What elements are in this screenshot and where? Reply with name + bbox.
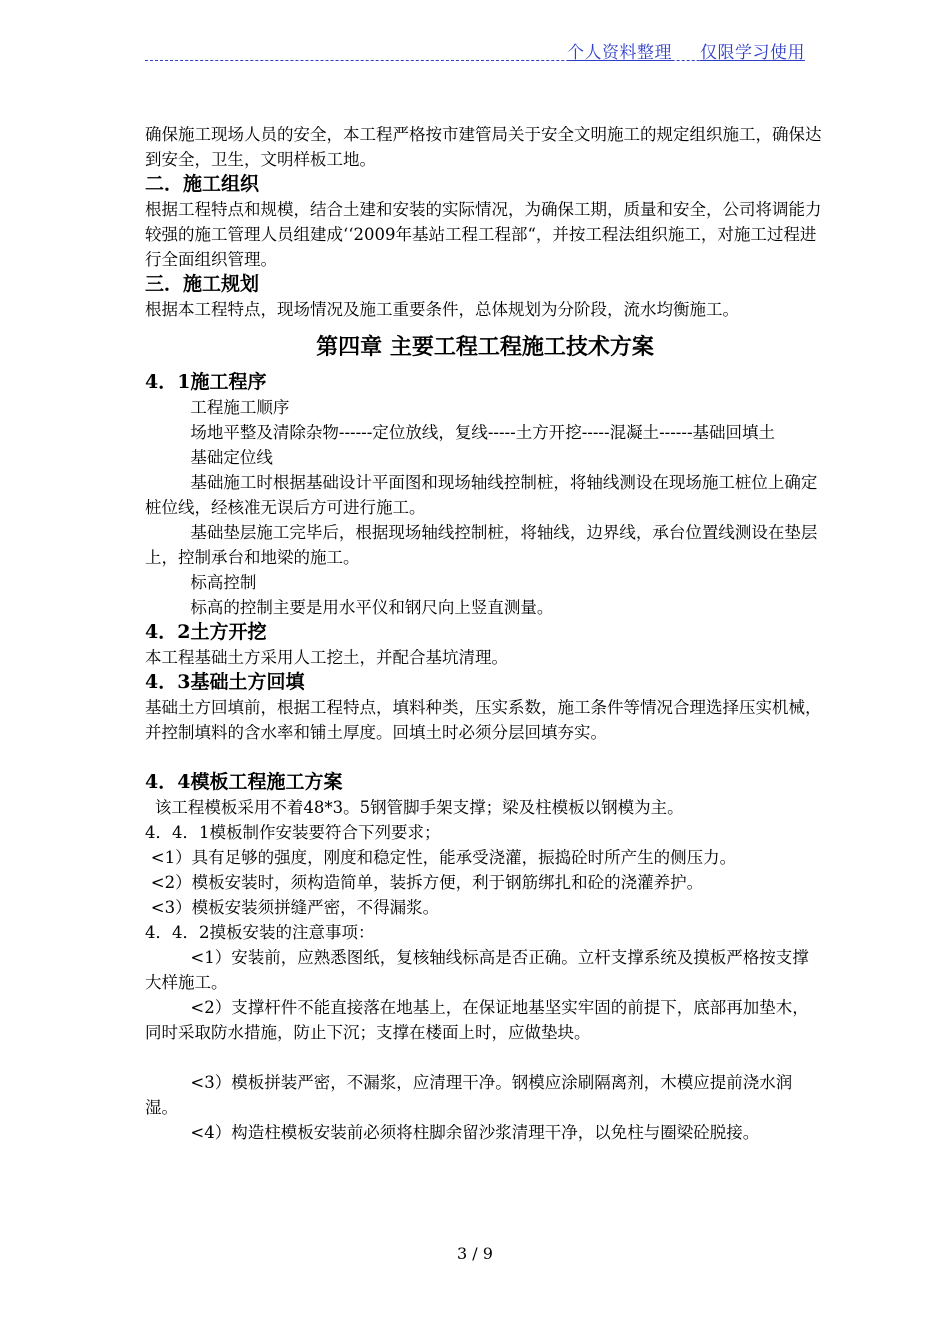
chapter-title: 第四章 主要工程工程施工技术方案	[316, 334, 654, 360]
section-heading: 4．2土方开挖	[145, 621, 267, 643]
header-divider	[145, 60, 805, 61]
paragraph: 基础施工时根据基础设计平面图和现场轴线控制桩，将轴线测设在现场施工桩位上确定桩位线，经核准无误后方可进行施工。	[145, 473, 818, 517]
paragraph: 确保施工现场人员的安全，本工程严格按市建管局关于安全文明施工的规定组织施工，确保达到安全，卫生，文明样板工地。	[145, 125, 822, 169]
list-item: <1）安装前，应熟悉图纸，复核轴线标高是否正确。立杆支撑系统及摸板严格按支撑大样施工。	[145, 948, 809, 992]
paragraph: 基础垫层施工完毕后，根据现场轴线控制桩，将轴线，边界线，承台位置线测设在垫层上，控制承台和地梁的施工。	[145, 523, 818, 567]
section-heading: 4．3基础土方回填	[145, 671, 305, 693]
paragraph: 该工程模板采用不着48*3。5钢管脚手架支撑；梁及柱模板以钢模为主。	[154, 798, 684, 817]
section-heading: 4．1施工程序	[145, 371, 267, 393]
list-item: <1）具有足够的强度，刚度和稳定性，能承受浇灌，振捣砼时所产生的侧压力。	[150, 848, 737, 867]
list-item: <3）模板拼装严密，不漏浆，应清理干净。钢模应涂刷隔离剂，木模应提前浇水润湿。	[145, 1073, 793, 1117]
paragraph: 根据工程特点和规模，结合土建和安装的实际情况，为确保工期，质量和安全，公司将调能力较强的施工管理人员组建成‘‘2009年基站工程工程部“，并按工程法组织施工，对施工过程进行全面组织管理。	[145, 200, 822, 269]
subheading: 标高控制	[190, 573, 257, 592]
subheading: 基础定位线	[190, 448, 273, 467]
paragraph: 根据本工程特点，现场情况及施工重要条件，总体规划为分阶段，流水均衡施工。	[145, 300, 739, 319]
header-left-text: 个人资料整理	[567, 43, 672, 63]
section-heading: 二．施工组织	[145, 173, 260, 195]
document-body	[145, 122, 825, 1145]
page-number: 3 / 9	[457, 1244, 493, 1263]
paragraph: 场地平整及清除杂物------定位放线，复线-----土方开挖-----混凝土------基础回填土	[190, 423, 776, 442]
list-item: <3）模板安装须拼缝严密，不得漏浆。	[150, 898, 440, 917]
list-item: <2）模板安装时，须构造简单，装拆方便，利于钢筋绑扎和砼的浇灌养护。	[150, 873, 704, 892]
section-heading: 4．4模板工程施工方案	[145, 771, 343, 793]
spacer	[145, 745, 825, 770]
subheading: 工程施工顺序	[190, 398, 290, 417]
section-heading: 三．施工规划	[145, 273, 260, 295]
spacer	[145, 1045, 825, 1070]
paragraph: 本工程基础土方采用人工挖土，并配合基坑清理。	[145, 648, 508, 667]
paragraph: 基础土方回填前，根据工程特点，填料种类，压实系数，施工条件等情况合理选择压实机械，并控制填料的含水率和铺土厚度。回填土时必须分层回填夯实。	[145, 698, 822, 742]
subheading: 4．4．1模板制作安装要符合下列要求；	[145, 823, 441, 842]
subheading: 4．4．2摸板安装的注意事项：	[145, 923, 375, 942]
list-item: <4）构造柱模板安装前必须将柱脚余留沙浆清理干净，以免柱与圈梁砼脱接。	[190, 1123, 760, 1142]
header-right-text: 仅限学习使用	[700, 43, 805, 63]
list-item: <2）支撑杆件不能直接落在地基上，在保证地基坚实牢固的前提下，底部再加垫木，同时采取防水措施，防止下沉；支撑在楼面上时，应做垫块。	[145, 998, 809, 1042]
paragraph: 标高的控制主要是用水平仪和钢尺向上竖直测量。	[190, 598, 554, 617]
